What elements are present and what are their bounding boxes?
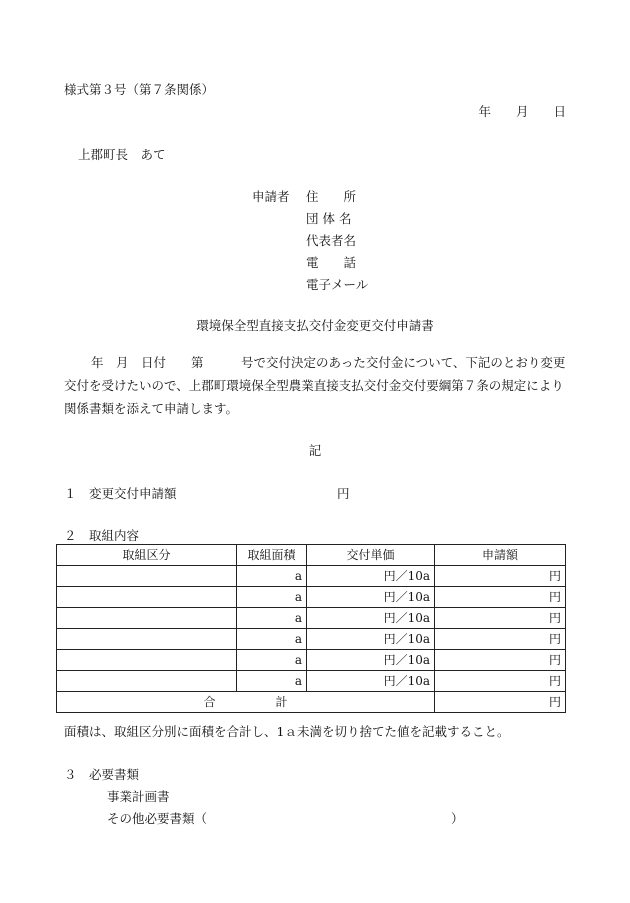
- category-cell[interactable]: [57, 566, 237, 587]
- area-cell[interactable]: a: [237, 587, 307, 608]
- required-doc-other: その他必要書類（: [107, 811, 208, 826]
- addressee: 上郡町長 あて: [78, 147, 166, 162]
- applicant-field-representative: 代表者名: [306, 233, 357, 248]
- amount-cell[interactable]: 円: [435, 608, 566, 629]
- category-cell[interactable]: [57, 587, 237, 608]
- area-cell[interactable]: a: [237, 671, 307, 692]
- date-line: 年 月 日: [478, 104, 566, 119]
- table-row: [57, 587, 566, 608]
- header-unit-price: 交付単価: [307, 545, 435, 566]
- table-note: 面積は、取組区分別に面積を合計し、1ａ未満を切り捨てた値を記載すること。: [64, 724, 510, 739]
- unit-price-cell[interactable]: 円／10a: [307, 587, 435, 608]
- table-row: [57, 566, 566, 587]
- area-cell[interactable]: a: [237, 566, 307, 587]
- applicant-field-email: 電子メール: [306, 277, 369, 292]
- amount-cell[interactable]: 円: [435, 629, 566, 650]
- table-total-row: [57, 692, 566, 713]
- required-doc-other-close-paren: ）: [451, 811, 464, 826]
- unit-price-cell[interactable]: 円／10a: [307, 650, 435, 671]
- section3-label: ３ 必要書類: [64, 767, 140, 782]
- total-amount-cell[interactable]: 円: [435, 692, 566, 713]
- amount-cell[interactable]: 円: [435, 671, 566, 692]
- applicant-field-organization: 団 体 名: [306, 211, 352, 226]
- table-row: [57, 650, 566, 671]
- form-number: 様式第３号（第７条関係）: [64, 82, 215, 97]
- applicant-role-label: 申請者: [252, 189, 290, 204]
- amount-cell[interactable]: 円: [435, 566, 566, 587]
- table-row: [57, 629, 566, 650]
- section2-label: ２ 取組内容: [64, 528, 140, 543]
- unit-price-cell[interactable]: 円／10a: [307, 629, 435, 650]
- unit-price-cell[interactable]: 円／10a: [307, 566, 435, 587]
- section1-label: １ 変更交付申請額: [64, 486, 177, 501]
- category-cell[interactable]: [57, 650, 237, 671]
- category-cell[interactable]: [57, 671, 237, 692]
- area-cell[interactable]: a: [237, 629, 307, 650]
- unit-price-cell[interactable]: 円／10a: [307, 671, 435, 692]
- required-doc-business-plan: 事業計画書: [107, 789, 170, 804]
- header-category: 取組区分: [57, 545, 237, 566]
- table-row: [57, 671, 566, 692]
- document-title: 環境保全型直接支払交付金変更交付申請書: [196, 318, 434, 333]
- applicant-field-address: 住 所: [306, 189, 357, 204]
- section1-unit: 円: [337, 486, 350, 501]
- area-cell[interactable]: a: [237, 650, 307, 671]
- unit-price-cell[interactable]: 円／10a: [307, 608, 435, 629]
- amount-cell[interactable]: 円: [435, 650, 566, 671]
- activity-table: [56, 544, 566, 713]
- ki-marker: 記: [308, 443, 322, 458]
- header-area: 取組面積: [237, 545, 307, 566]
- table-row: [57, 608, 566, 629]
- category-cell[interactable]: [57, 608, 237, 629]
- category-cell[interactable]: [57, 629, 237, 650]
- area-cell[interactable]: a: [237, 608, 307, 629]
- table-header-row: [57, 545, 566, 566]
- header-amount: 申請額: [435, 545, 566, 566]
- applicant-field-phone: 電 話: [306, 255, 357, 270]
- total-label: 合 計: [57, 692, 435, 713]
- amount-cell[interactable]: 円: [435, 587, 566, 608]
- body-paragraph: 年 月 日付 第 号で交付決定のあった交付金について、下記のとおり変更交付を受けたいので、上郡町環境保全型農業直接支払交付金交付要綱第７条の規定により関係書類を添えて申請します。: [64, 355, 566, 416]
